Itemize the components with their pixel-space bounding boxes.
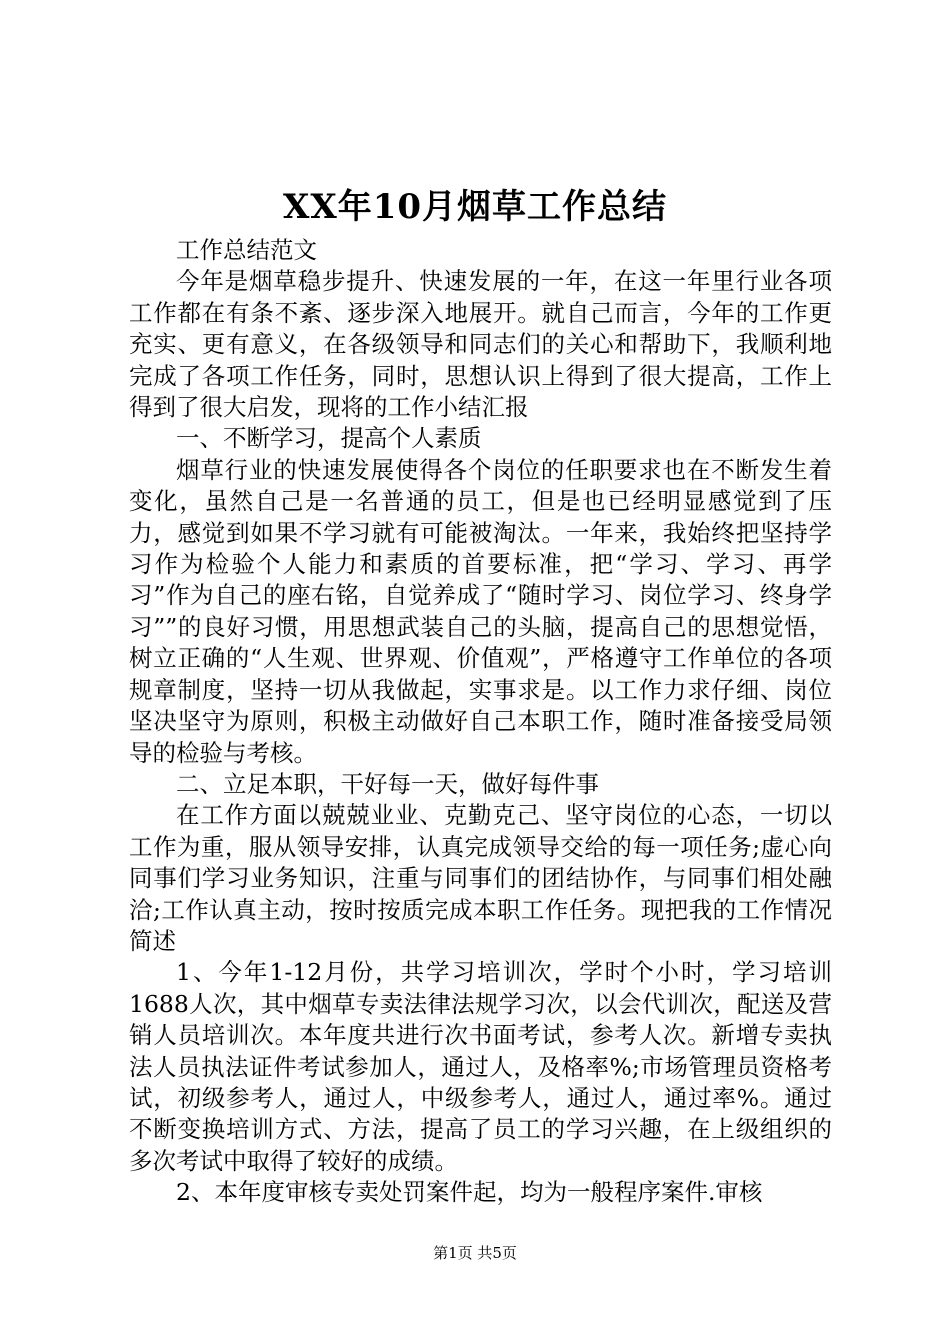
paragraph-item-1: 1、今年1-12月份，共学习培训次，学时个小时，学习培训1688人次，其中烟草专卖法律法规学习次，以会代训次，配送及营销人员培训次。本年度共进行次书面考试，参考人次。新增专卖执法人员执法证件考试参加人，通过人，及格率%;市场管理员资格考试，初级参考人，通过人，中级参考人，通过人，通过率%。通过不断变换培训方式、方法，提高了员工的学习兴趣，在上级组织的多次考试中取得了较好的成绩。 xyxy=(129,958,832,1175)
paragraph-section-2: 在工作方面以兢兢业业、克勤克己、坚守岗位的心态，一切以工作为重，服从领导安排，认真完成领导交给的每一项任务;虚心向同事们学习业务知识，注重与同事们的团结协作，与同事们相处融洽;工作认真主动，按时按质完成本职工作任务。现把我的工作情况简述 xyxy=(129,801,832,955)
section-heading-2: 二、立足本职，干好每一天，做好每件事 xyxy=(176,769,599,798)
page-number-footer: 第1页 共5页 xyxy=(433,1244,517,1262)
paragraph-section-1: 烟草行业的快速发展使得各个岗位的任职要求也在不断发生着变化，虽然自己是一名普通的员工，但是也已经明显感觉到了压力，感觉到如果不学习就有可能被淘汰。一年来，我始终把坚持学习作为检验个人能力和素质的首要标准，把“学习、学习、再学习”作为自己的座右铭，自觉养成了“随时学习、岗位学习、终身学习””的良好习惯，用思想武装自己的头脑，提高自己的思想觉悟，树立正确的“人生观、世界观、价值观”，严格遵守工作单位的各项规章制度，坚持一切从我做起，实事求是。以工作力求仔细、岗位坚决坚守为原则，积极主动做好自己本职工作，随时准备接受局领导的检验与考核。 xyxy=(129,455,832,767)
section-heading-1: 一、不断学习，提高个人素质 xyxy=(176,424,482,453)
paragraph-intro: 今年是烟草稳步提升、快速发展的一年，在这一年里行业各项工作都在有条不紊、逐步深入地展开。就自己而言，今年的工作更充实、更有意义，在各级领导和同志们的关心和帮助下，我顺利地完成了各项工作任务，同时，思想认识上得到了很大提高，工作上得到了很大启发，现将的工作小结汇报 xyxy=(129,267,832,422)
document-title: XX年10月烟草工作总结 xyxy=(282,187,668,227)
paragraph-item-2: 2、本年度审核专卖处罚案件起，均为一般程序案件.审核 xyxy=(176,1178,763,1207)
document-body xyxy=(129,235,832,1209)
paragraph-subtitle: 工作总结范文 xyxy=(176,236,317,264)
